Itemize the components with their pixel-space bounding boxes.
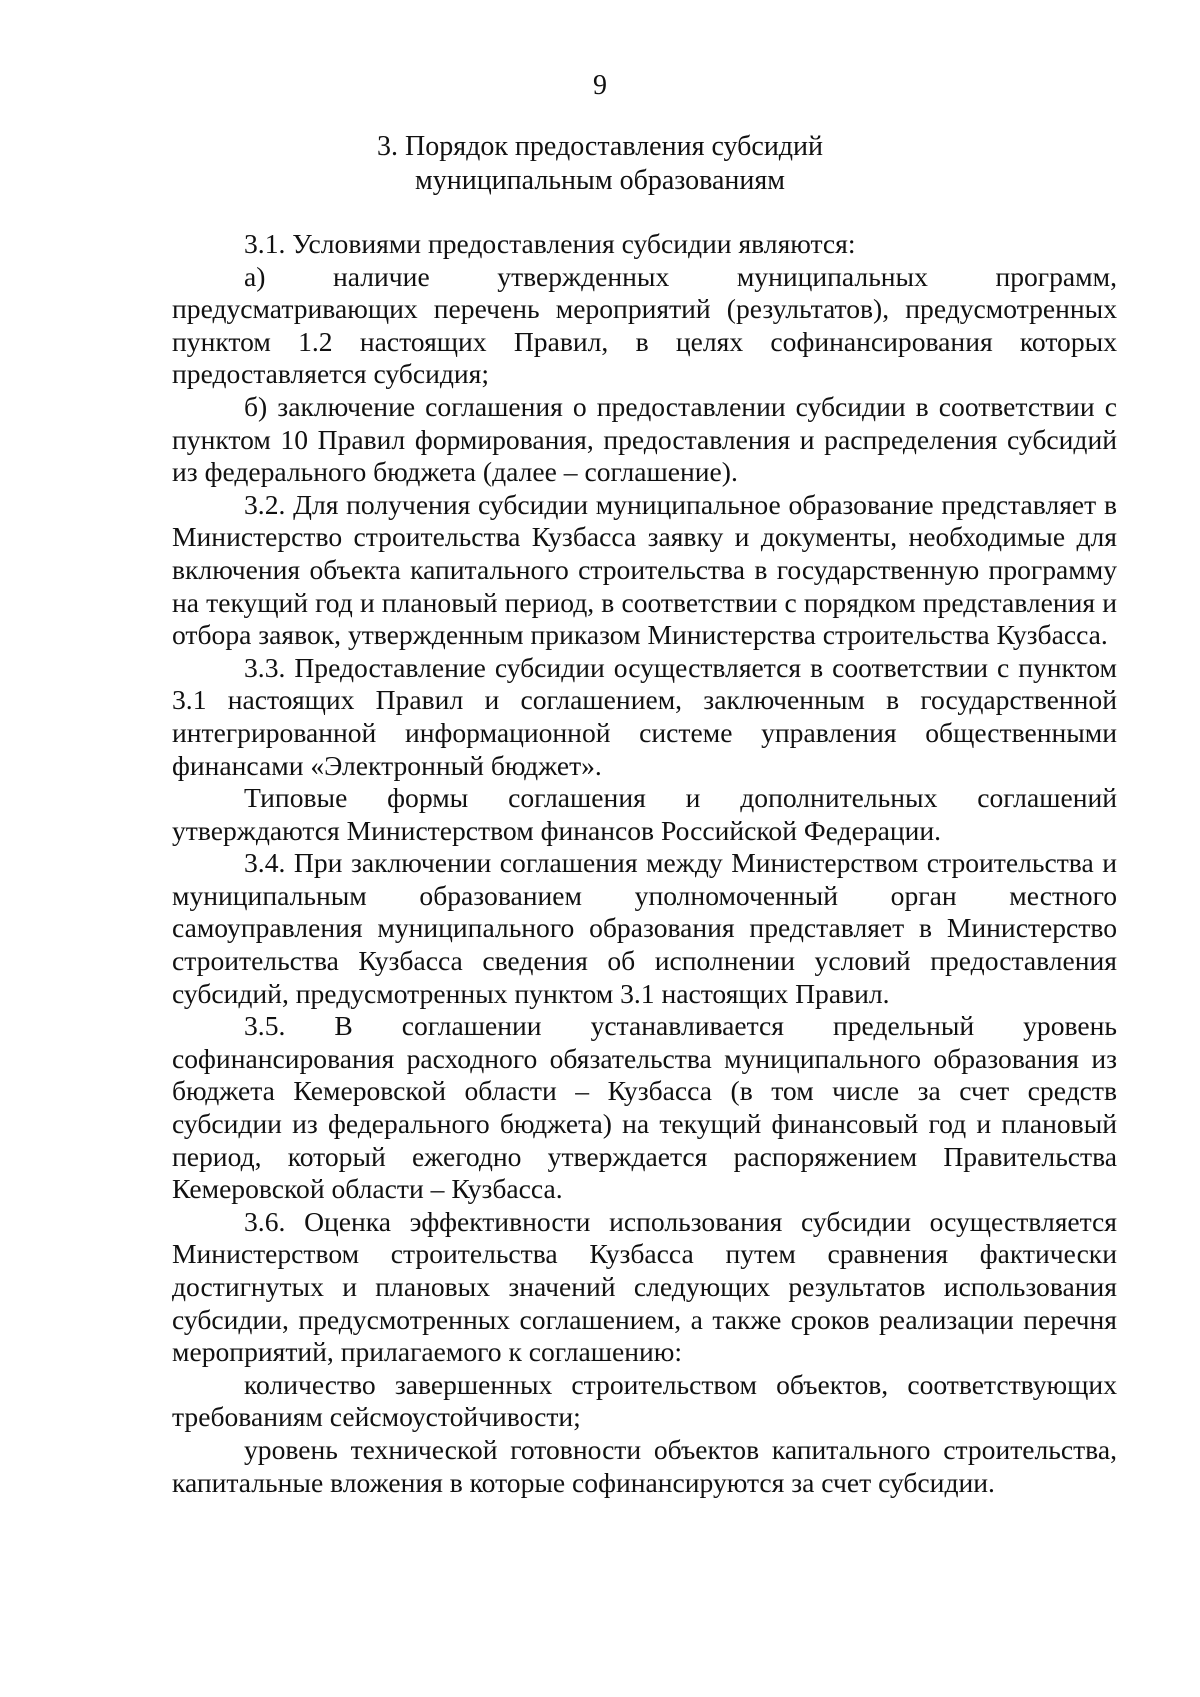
paragraph-3-3: 3.3. Предоставление субсидии осуществляется в соответствии с пунктом 3.1 настоящих Правил и соглашением, заключенным в государственной интегрированной информационной системе управления общественными финансами «Электронный бюджет». [172, 651, 1117, 781]
page-number: 9 [593, 70, 607, 101]
paragraph-3-3-typical-forms: Типовые формы соглашения и дополнительных соглашений утверждаются Министерством финансов Российской Федерации. [172, 782, 1117, 846]
paragraph-3-4: 3.4. При заключении соглашения между Министерством строительства и муниципальным образованием уполномоченный орган местного самоуправления муниципального образования представляет в Министерство строительства Кузбасса сведения об исполнении условий предоставления субсидий, предусмотренных пунктом 3.1 настоящих Правил. [172, 847, 1117, 1009]
section-title-line-2: муниципальным образованиям [415, 165, 785, 196]
paragraph-3-1-a: а) наличие утвержденных муниципальных программ, предусматривающих перечень мероприятий (результатов), предусмотренных пунктом 1.2 настоящих Правил, в целях софинансирования которых предоставляется субсидия; [172, 260, 1117, 390]
paragraph-3-1: 3.1. Условиями предоставления субсидии являются: [244, 228, 856, 259]
paragraph-3-6-result-1: количество завершенных строительством объектов, соответствующих требованиям сейсмоустойчивости; [172, 1368, 1117, 1433]
document-body [172, 228, 1117, 1499]
paragraph-3-1-b: б) заключение соглашения о предоставлении субсидии в соответствии с пунктом 10 Правил формирования, предоставления и распределения субсидий из федерального бюджета (далее – соглашение). [172, 390, 1117, 488]
paragraph-3-2: 3.2. Для получения субсидии муниципальное образование представляет в Министерство строительства Кузбасса заявку и документы, необходимые для включения объекта капитального строительства в государственную программу на текущий год и плановый период, в соответствии с порядком представления и отбора заявок, утвержденным приказом Министерства строительства Кузбасса. [172, 488, 1117, 651]
paragraph-3-6-result-2: уровень технической готовности объектов капитального строительства, капитальные вложения в которые софинансируются за счет субсидии. [172, 1433, 1117, 1498]
paragraph-3-6: 3.6. Оценка эффективности использования субсидии осуществляется Министерством строительства Кузбасса путем сравнения фактически достигнутых и плановых значений следующих результатов использования субсидии, предусмотренных соглашением, а также сроков реализации перечня мероприятий, прилагаемого к соглашению: [172, 1205, 1117, 1368]
paragraph-3-5: 3.5. В соглашении устанавливается предельный уровень софинансирования расходного обязательства муниципального образования из бюджета Кемеровской области – Кузбасса (в том числе за счет средств субсидии из федерального бюджета) на текущий финансовый год и плановый период, который ежегодно утверждается распоряжением Правительства Кемеровской области – Кузбасса. [172, 1010, 1117, 1205]
section-title [0, 130, 1200, 198]
section-title-line-1: 3. Порядок предоставления субсидий [376, 131, 824, 162]
